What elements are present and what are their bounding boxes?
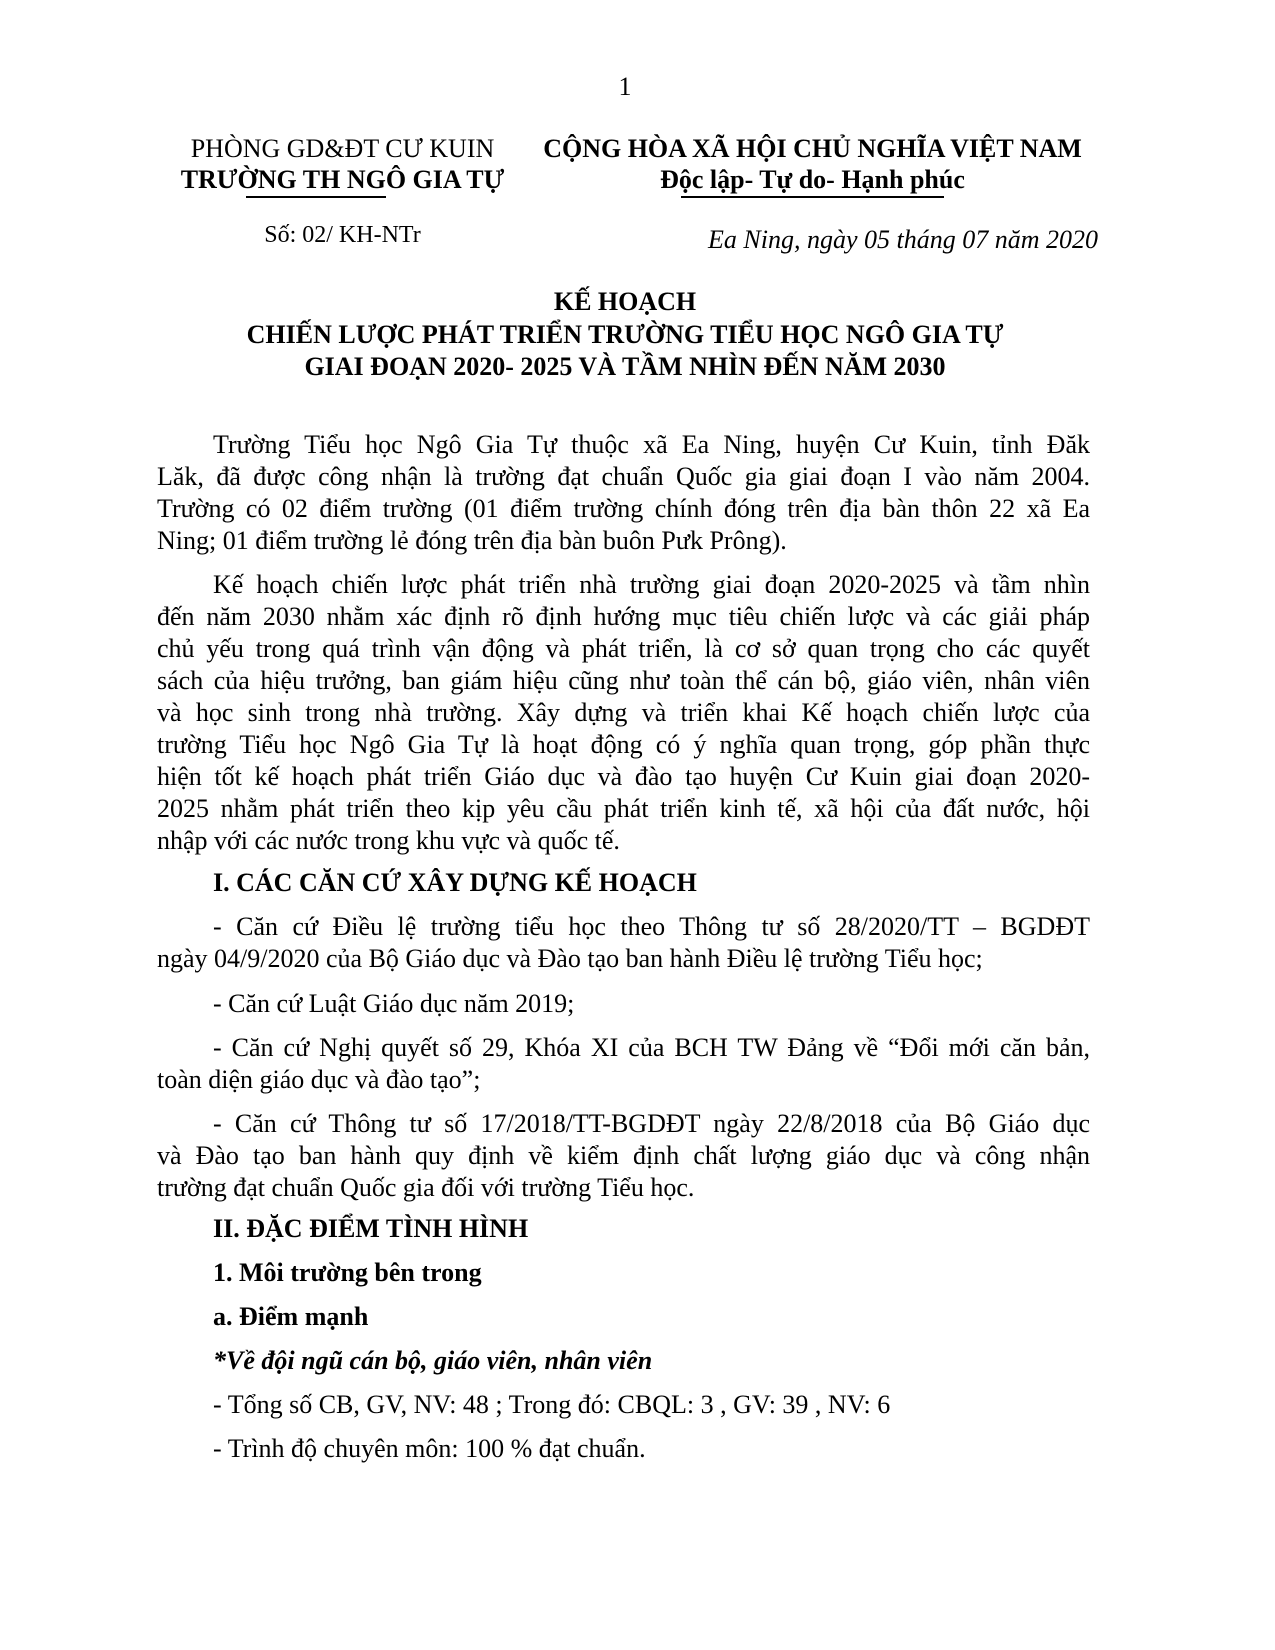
document-subtitle-1: CHIẾN LƯỢC PHÁT TRIỂN TRƯỜNG TIỂU HỌC NGÔ GIA TỰ bbox=[246, 320, 1004, 349]
basis-item-3 bbox=[157, 1032, 1090, 1096]
text-line: - Căn cứ Thông tư số 17/2018/TT-BGDĐT ngày 22/8/2018 của Bộ Giáo dục bbox=[213, 1109, 1090, 1138]
national-title: CỘNG HÒA XÃ HỘI CHỦ NGHĨA VIỆT NAM bbox=[543, 134, 1082, 163]
document-number: Số: 02/ KH-NTr bbox=[264, 222, 421, 248]
text-line: Trường có 02 điểm trường (01 điểm trường chính đóng trên địa bàn thôn 22 xã Ea bbox=[157, 494, 1090, 523]
text-line: đến năm 2030 nhằm xác định rõ định hướng mục tiêu chiến lược và các giải pháp bbox=[157, 602, 1090, 631]
text-line: hiện tốt kế hoạch phát triển Giáo dục và đào tạo huyện Cư Kuin giai đoạn 2020- bbox=[157, 762, 1090, 791]
department-name: PHÒNG GD&ĐT CƯ KUIN bbox=[190, 134, 495, 163]
section-2-heading: II. ĐẶC ĐIỂM TÌNH HÌNH bbox=[213, 1214, 529, 1243]
text-line: - Căn cứ Điều lệ trường tiểu học theo Thông tư số 28/2020/TT – BGDĐT bbox=[213, 912, 1090, 941]
text-line: ngày 04/9/2020 của Bộ Giáo dục và Đào tạo ban hành Điều lệ trường Tiểu học; bbox=[157, 944, 983, 973]
text-line: - Căn cứ Luật Giáo dục năm 2019; bbox=[213, 989, 575, 1018]
paragraph-intro bbox=[157, 429, 1090, 557]
document-subtitle-2: GIAI ĐOẠN 2020- 2025 VÀ TẦM NHÌN ĐẾN NĂM 2030 bbox=[304, 352, 946, 381]
text-line: và học sinh trong nhà trường. Xây dựng và triển khai Kế hoạch chiến lược của bbox=[157, 698, 1090, 727]
text-line: Ning; 01 điểm trường lẻ đóng trên địa bàn buôn Pưk Prông). bbox=[157, 526, 787, 555]
text-line: và Đào tạo ban hành quy định về kiểm định chất lượng giáo dục và công nhận bbox=[157, 1141, 1090, 1170]
basis-item-2 bbox=[157, 988, 1090, 1020]
subsection-strengths: a. Điểm mạnh bbox=[213, 1302, 369, 1331]
text-line: 2025 nhằm phát triển theo kịp yêu cầu phát triển kinh tế, xã hội của đất nước, hội bbox=[157, 794, 1090, 823]
text-line: nhập với các nước trong khu vực và quốc tế. bbox=[157, 826, 620, 855]
text-line: trường đạt chuẩn Quốc gia đối với trường Tiểu học. bbox=[157, 1173, 695, 1202]
text-line: sách của hiệu trưởng, ban giám hiệu cũng như toàn thể cán bộ, giáo viên, nhân viên bbox=[157, 666, 1090, 695]
staff-count-line: - Tổng số CB, GV, NV: 48 ; Trong đó: CBQL: 3 , GV: 39 , NV: 6 bbox=[213, 1390, 891, 1419]
basis-item-1 bbox=[157, 911, 1090, 975]
text-line: - Căn cứ Nghị quyết số 29, Khóa XI của BCH TW Đảng về “Đổi mới căn bản, bbox=[213, 1033, 1090, 1062]
section-1-heading: I. CÁC CĂN CỨ XÂY DỰNG KẾ HOẠCH bbox=[213, 868, 697, 897]
subsection-internal-environment: 1. Môi trường bên trong bbox=[213, 1258, 482, 1287]
basis-item-4 bbox=[157, 1108, 1090, 1204]
text-line: chủ yếu trong quá trình vận động và phát triển, là cơ sở quan trọng cho các quyết bbox=[157, 634, 1090, 663]
text-line: Kế hoạch chiến lược phát triển nhà trường giai đoạn 2020-2025 và tầm nhìn bbox=[213, 570, 1090, 599]
qualification-line: - Trình độ chuyên môn: 100 % đạt chuẩn. bbox=[213, 1434, 646, 1463]
document-title: KẾ HOẠCH bbox=[553, 287, 697, 316]
text-line: trường Tiểu học Ngô Gia Tự là hoạt động có ý nghĩa quan trọng, góp phần thực bbox=[157, 730, 1090, 759]
paragraph-purpose bbox=[157, 569, 1090, 857]
text-line: toàn diện giáo dục và đào tạo”; bbox=[157, 1065, 481, 1094]
page-number: 1 bbox=[618, 72, 632, 101]
national-motto: Độc lập- Tự do- Hạnh phúc bbox=[660, 165, 965, 194]
underline-left bbox=[246, 196, 386, 198]
text-line: Trường Tiểu học Ngô Gia Tự thuộc xã Ea Ning, huyện Cư Kuin, tỉnh Đăk bbox=[213, 430, 1090, 459]
subsection-staff: *Về đội ngũ cán bộ, giáo viên, nhân viên bbox=[213, 1346, 653, 1375]
text-line: Lăk, đã được công nhận là trường đạt chuẩn Quốc gia giai đoạn I vào năm 2004. bbox=[157, 462, 1090, 491]
place-date: Ea Ning, ngày 05 tháng 07 năm 2020 bbox=[708, 225, 1098, 254]
underline-right bbox=[681, 196, 944, 198]
school-name: TRƯỜNG TH NGÔ GIA TỰ bbox=[180, 165, 505, 194]
